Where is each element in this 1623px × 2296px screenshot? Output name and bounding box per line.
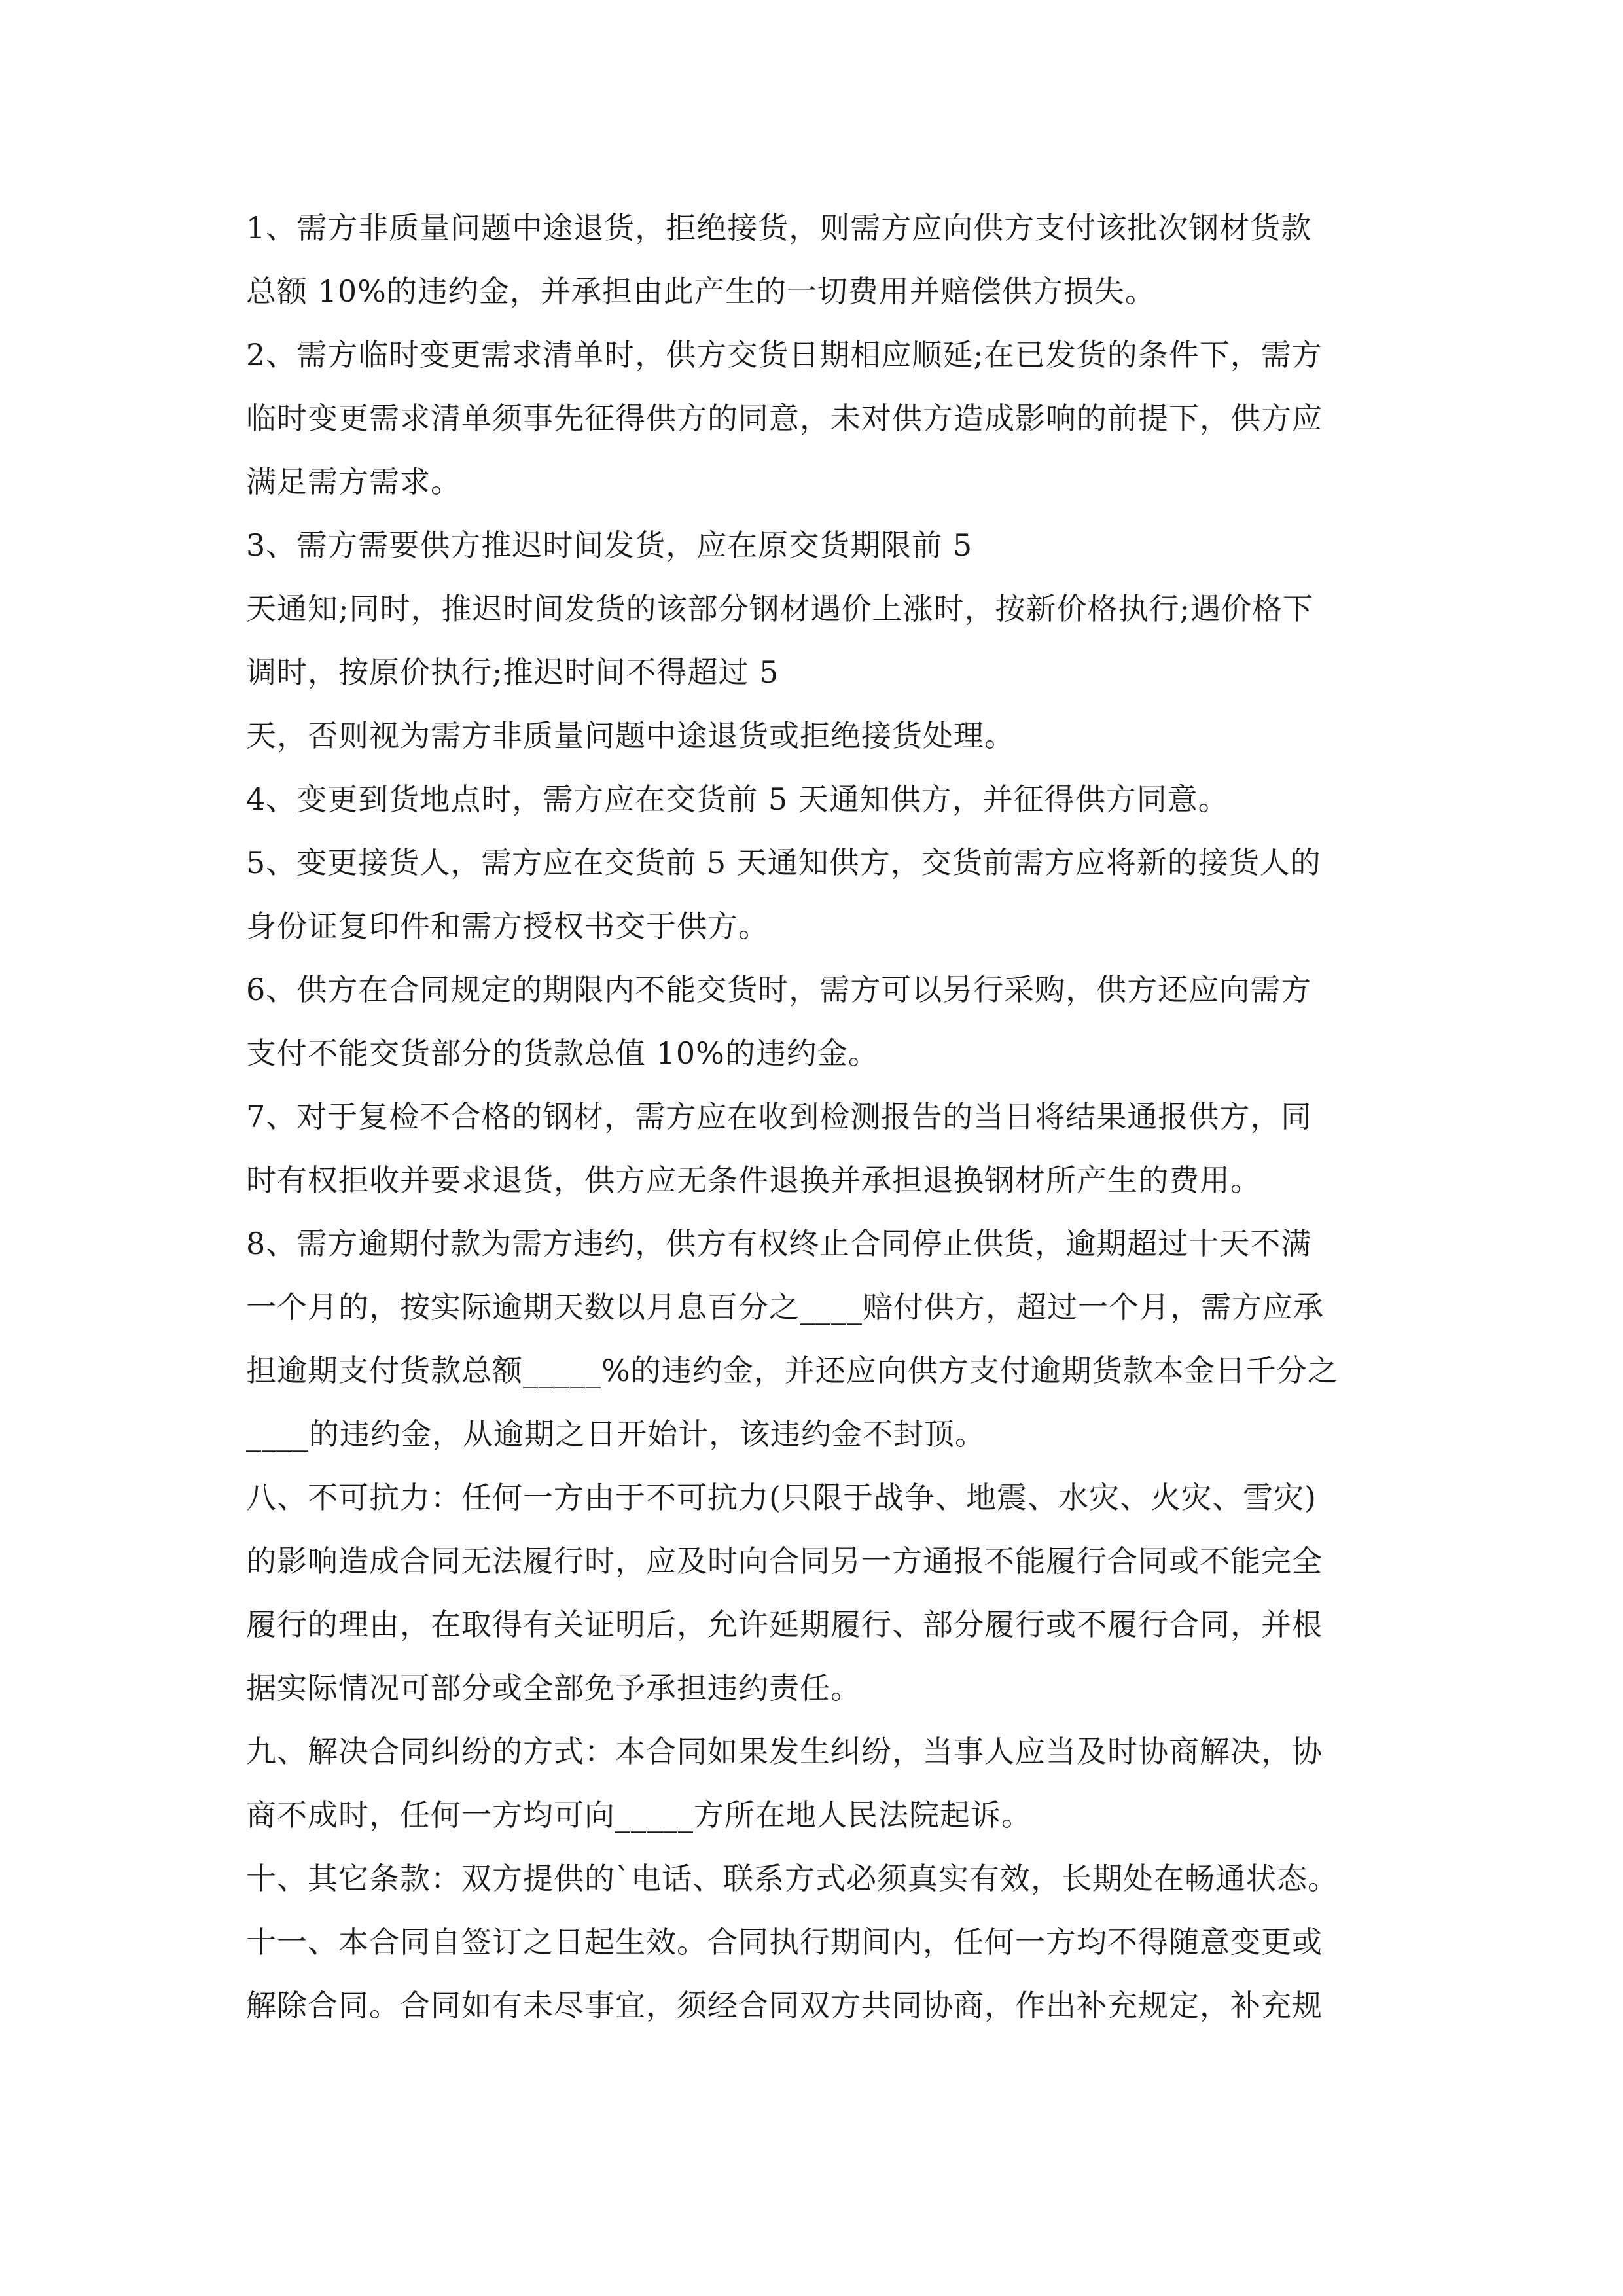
text-line: 商不成时，任何一方均可向_____方所在地人民法院起诉。 (246, 1797, 1032, 1833)
text-line: 担逾期支付货款总额_____%的违约金，并还应向供方支付逾期货款本金日千分之 (246, 1353, 1338, 1388)
text-line: 支付不能交货部分的货款总值 10%的违约金。 (246, 1035, 879, 1071)
text-line: 满足需方需求。 (246, 464, 461, 499)
text-line: 1、需方非质量问题中途退货，拒绝接货，则需方应向供方支付该批次钢材货款 (246, 210, 1312, 245)
text-line: ____的违约金，从逾期之日开始计，该违约金不封顶。 (246, 1416, 986, 1452)
text-line: 时有权拒收并要求退货，供方应无条件退换并承担退换钢材所产生的费用。 (246, 1162, 1261, 1198)
text-line: 八、不可抗力：任何一方由于不可抗力(只限于战争、地震、水灾、火灾、雪灾) (246, 1480, 1317, 1515)
text-line: 天，否则视为需方非质量问题中途退货或拒绝接货处理。 (246, 718, 1015, 753)
text-line: 6、供方在合同规定的期限内不能交货时，需方可以另行采购，供方还应向需方 (246, 972, 1312, 1007)
text-line: 十一、本合同自签订之日起生效。合同执行期间内，任何一方均不得随意变更或 (246, 1924, 1323, 1960)
text-line: 履行的理由，在取得有关证明后，允许延期履行、部分履行或不履行合同，并根 (246, 1607, 1323, 1642)
text-line: 调时，按原价执行;推迟时间不得超过 5 (246, 655, 779, 690)
text-line: 8、需方逾期付款为需方违约，供方有权终止合同停止供货，逾期超过十天不满 (246, 1226, 1312, 1261)
text-line: 的影响造成合同无法履行时，应及时向合同另一方通报不能履行合同或不能完全 (246, 1543, 1323, 1579)
text-line: 总额 10%的违约金，并承担由此产生的一切费用并赔偿供方损失。 (246, 274, 1156, 309)
text-line: 2、需方临时变更需求清单时，供方交货日期相应顺延;在已发货的条件下，需方 (246, 337, 1323, 372)
text-line: 九、解决合同纠纷的方式：本合同如果发生纠纷，当事人应当及时协商解决，协 (246, 1734, 1323, 1769)
text-line: 天通知;同时，推迟时间发货的该部分钢材遇价上涨时，按新价格执行;遇价格下 (246, 591, 1313, 626)
text-line: 解除合同。合同如有未尽事宜，须经合同双方共同协商，作出补充规定，补充规 (246, 1988, 1323, 2023)
text-line: 4、变更到货地点时，需方应在交货前 5 天通知供方，并征得供方同意。 (246, 781, 1229, 817)
contract-text (246, 196, 1398, 2037)
text-line: 身份证复印件和需方授权书交于供方。 (246, 908, 769, 944)
text-line: 临时变更需求清单须事先征得供方的同意，未对供方造成影响的前提下，供方应 (246, 401, 1323, 436)
text-line: 5、变更接货人，需方应在交货前 5 天通知供方，交货前需方应将新的接货人的 (246, 845, 1321, 880)
text-line: 十、其它条款：双方提供的`电话、联系方式必须真实有效，长期处在畅通状态。 (246, 1861, 1338, 1896)
text-line: 3、需方需要供方推迟时间发货，应在原交货期限前 5 (246, 528, 973, 563)
text-line: 一个月的，按实际逾期天数以月息百分之____赔付供方，超过一个月，需方应承 (246, 1289, 1324, 1325)
text-line: 据实际情况可部分或全部免予承担违约责任。 (246, 1670, 861, 1706)
text-line: 7、对于复检不合格的钢材，需方应在收到检测报告的当日将结果通报供方，同 (246, 1099, 1312, 1134)
